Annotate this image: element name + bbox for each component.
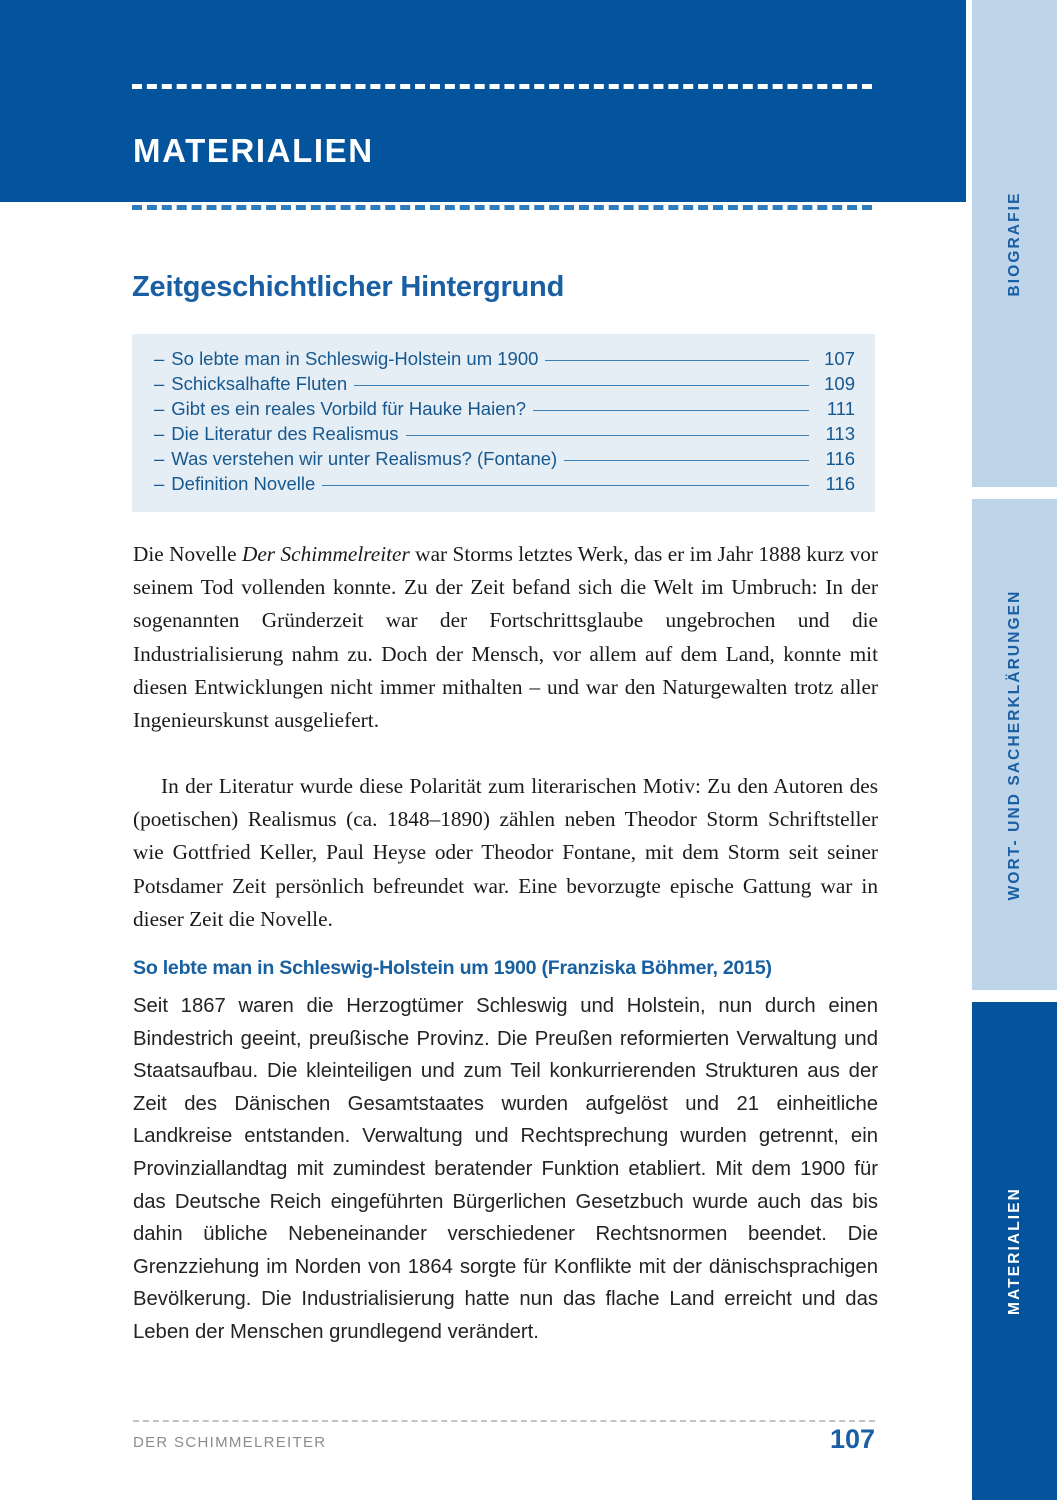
- sidebar-tab-materialien[interactable]: [972, 1002, 1057, 1500]
- sidebar-tab-biografie[interactable]: [972, 0, 1057, 487]
- toc-item-page: 116: [825, 473, 855, 494]
- sidebar-tab-label: MATERIALIEN: [1005, 1187, 1023, 1315]
- footer-book-title: DER SCHIMMELREITER: [133, 1434, 327, 1451]
- toc-item-page: 116: [825, 448, 855, 469]
- toc-leader-line: [564, 460, 809, 461]
- toc-bullet-dash: –: [154, 423, 165, 444]
- paragraph-text-part-1: Die Novelle: [133, 542, 242, 566]
- toc-leader-line: [322, 485, 809, 486]
- header-dashed-rule-top: [132, 84, 872, 89]
- paragraph-text-part-2: war Storms letztes Werk, das er im Jahr 1888 kurz vor seinem Tod vollenden konnte. Zu der Zeit befand sich die Welt im Umbruch: In der sogenannten Gründerzeit war der Fortschrittsglaube ungebrochen und die Industrialisierung nahm zu. Doch der Mensch, vor allem auf dem Land, konnte mit diesen Entwicklungen nicht immer mithalten – und war den Naturgewalten trotz aller Ingenieurskunst ausgeliefert.: [133, 542, 879, 733]
- toc-bullet-dash: –: [154, 348, 165, 369]
- work-title-italic: Der Schimmelreiter: [241, 542, 410, 566]
- toc-bullet-dash: –: [154, 373, 165, 394]
- toc-item-page: 113: [825, 423, 855, 444]
- intro-paragraph-second: In der Literatur wurde diese Polarität zum literarischen Motiv: Zu den Autoren des (poetischen) Realismus (ca. 1848–1890) zählen neben Theodor Storm Schriftsteller wie Gottfried Keller, Paul Heyse oder Theodor Fontane, mit dem Storm seit seiner Potsdamer Zeit persönlich befreundet war. Eine bevorzugte epische Gattung war in dieser Zeit die Novelle.: [133, 774, 878, 931]
- toc-leader-line: [354, 385, 809, 386]
- footer-page-number: 107: [829, 1424, 875, 1454]
- toc-bullet-dash: –: [154, 448, 165, 469]
- footer-dashed-rule: [133, 1420, 875, 1422]
- toc-item-page: 107: [824, 348, 855, 369]
- sidebar-tab-label: WORT- UND SACHERKLÄRUNGEN: [1005, 589, 1023, 900]
- toc-leader-line: [533, 410, 809, 411]
- list-item[interactable]: [154, 423, 855, 448]
- list-item[interactable]: [154, 348, 855, 373]
- header-dashed-rule-bottom: [132, 205, 872, 210]
- toc-leader-line: [545, 360, 809, 361]
- toc-item-label: Definition Novelle: [171, 473, 316, 494]
- toc-bullet-dash: –: [154, 473, 165, 494]
- section-tabs-sidebar: [972, 0, 1057, 1500]
- toc-item-label: Die Literatur des Realismus: [171, 423, 399, 444]
- toc-item-page: 109: [824, 373, 855, 394]
- toc-leader-line: [406, 435, 809, 436]
- sidebar-tab-wort-und-sacherklaerungen[interactable]: [972, 499, 1057, 990]
- toc-item-label: So lebte man in Schleswig-Holstein um 1900: [171, 348, 539, 369]
- intro-paragraph: [133, 538, 878, 737]
- toc-item-label: Schicksalhafte Fluten: [171, 373, 348, 394]
- page-header-band: [0, 0, 966, 202]
- sidebar-tab-label: BIOGRAFIE: [1005, 190, 1023, 297]
- list-item[interactable]: [154, 373, 855, 398]
- page-title: MATERIALIEN: [133, 132, 374, 169]
- toc-item-label: Gibt es ein reales Vorbild für Hauke Haien?: [171, 398, 527, 419]
- toc-bullet-dash: –: [154, 398, 165, 419]
- list-item[interactable]: [154, 398, 855, 423]
- article-body-paragraph: Seit 1867 waren die Herzogtümer Schleswig und Holstein, nun durch einen Bindestrich geeint, preußische Provinz. Die Preußen reformierten Verwaltung und Staatsaufbau. Die kleinteiligen und zum Teil konkurrierenden Strukturen aus der Zeit des Dänischen Gesamtstaates wurden aufgelöst und 21 einheitliche Landkreise entstanden. Verwaltung und Rechtsprechung wurden getrennt, ein Provinziallandtag mit zumindest beratender Funktion etabliert. Mit dem 1900 für das Deutsche Reich eingeführten Bürgerlichen Gesetzbuch wurde auch das bis dahin übliche Nebeneinander verschiedener Rechtsnormen beendet. Die Grenzziehung im Norden von 1864 sorgte für Konflikte mit der dänischsprachigen Bevölkerung. Die Industrialisierung hatte nun das flache Land erreicht und das Leben der Menschen grundlegend verändert.: [133, 995, 878, 1343]
- list-item[interactable]: [154, 473, 855, 498]
- toc-item-page: 111: [826, 398, 855, 419]
- table-of-contents: [132, 334, 875, 512]
- toc-item-label: Was verstehen wir unter Realismus? (Fontane): [171, 448, 558, 469]
- article-sub-heading: So lebte man in Schleswig-Holstein um 1900 (Franziska Böhmer, 2015): [133, 957, 772, 979]
- list-item[interactable]: [154, 448, 855, 473]
- section-heading: Zeitgeschichtlicher Hintergrund: [132, 271, 565, 303]
